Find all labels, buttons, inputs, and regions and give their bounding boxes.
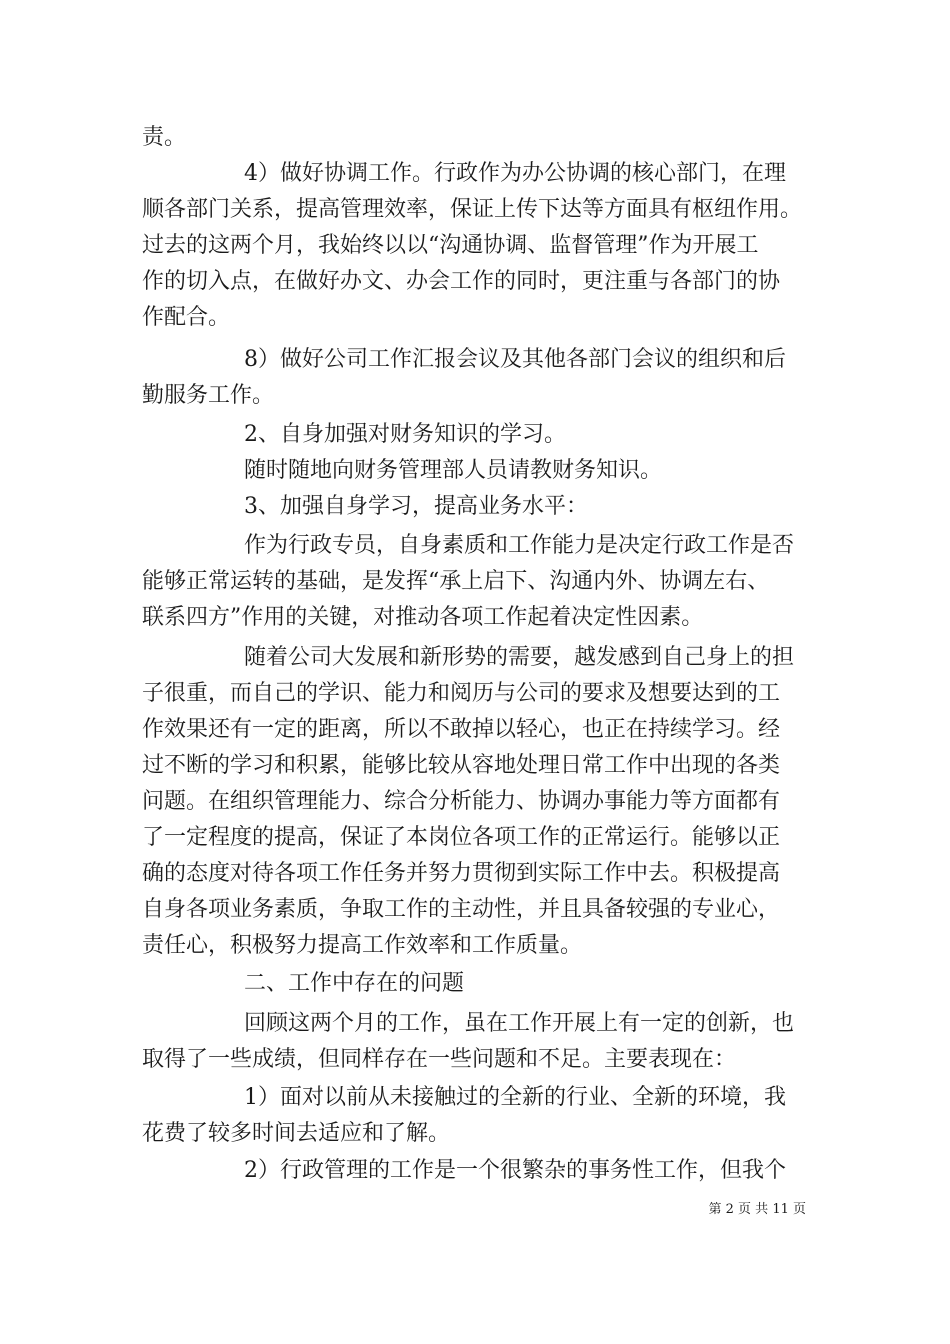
body-text-line: 4）做好协调工作。行政作为办公协调的核心部门，在理: [244, 161, 786, 186]
body-text-line: 回顾这两个月的工作，虽在工作开展上有一定的创新，也: [244, 1011, 795, 1036]
body-text-line: 3、加强自身学习，提高业务水平：: [244, 494, 588, 519]
body-text-line: 勤服务工作。: [142, 383, 275, 408]
body-text-line: 2）行政管理的工作是一个很繁杂的事务性工作，但我个: [244, 1158, 786, 1183]
body-text-line: 8）做好公司工作汇报会议及其他各部门会议的组织和后: [244, 347, 786, 372]
body-text-line: 随着公司大发展和新形势的需要，越发感到自己身上的担: [244, 645, 795, 670]
section-heading: 二、工作中存在的问题: [244, 971, 465, 996]
body-text-line: 子很重，而自己的学识、能力和阅历与公司的要求及想要达到的工: [142, 681, 781, 706]
page-number-footer: 第 2 页 共 11 页: [708, 1202, 806, 1217]
body-text-line: 过不断的学习和积累，能够比较从容地处理日常工作中出现的各类: [142, 753, 781, 778]
body-text-line: 作配合。: [142, 305, 231, 330]
body-text-line: 作的切入点，在做好办文、办会工作的同时，更注重与各部门的协: [142, 269, 781, 294]
body-text-line: 了一定程度的提高，保证了本岗位各项工作的正常运行。能够以正: [142, 825, 781, 850]
body-text-line: 2、自身加强对财务知识的学习。: [244, 422, 566, 447]
body-text-line: 自身各项业务素质，争取工作的主动性，并且具备较强的专业心，: [142, 897, 781, 922]
body-text-line: 作为行政专员，自身素质和工作能力是决定行政工作是否: [244, 533, 795, 558]
body-text-line: 问题。在组织管理能力、综合分析能力、协调办事能力等方面都有: [142, 789, 781, 814]
body-text-line: 随时随地向财务管理部人员请教财务知识。: [244, 458, 663, 483]
body-text-line: 1）面对以前从未接触过的全新的行业、全新的环境，我: [244, 1085, 786, 1110]
body-text-line: 取得了一些成绩，但同样存在一些问题和不足。主要表现在：: [142, 1047, 737, 1072]
body-text-line: 作效果还有一定的距离，所以不敢掉以轻心，也正在持续学习。经: [142, 717, 781, 742]
body-text-line: 花费了较多时间去适应和了解。: [142, 1121, 451, 1146]
body-text-line: 联系四方”作用的关键，对推动各项工作起着决定性因素。: [142, 605, 704, 630]
body-text-line: 责。: [142, 125, 187, 150]
body-text-line: 责任心，积极努力提高工作效率和工作质量。: [142, 933, 583, 958]
body-text-line: 顺各部门关系，提高管理效率，保证上传下达等方面具有枢纽作用。: [142, 197, 803, 222]
body-text-line: 过去的这两个月，我始终以以“沟通协调、监督管理”作为开展工: [142, 233, 759, 258]
body-text-line: 确的态度对待各项工作任务并努力贯彻到实际工作中去。积极提高: [142, 861, 781, 886]
body-text-line: 能够正常运转的基础，是发挥“承上启下、沟通内外、协调左右、: [142, 569, 770, 594]
